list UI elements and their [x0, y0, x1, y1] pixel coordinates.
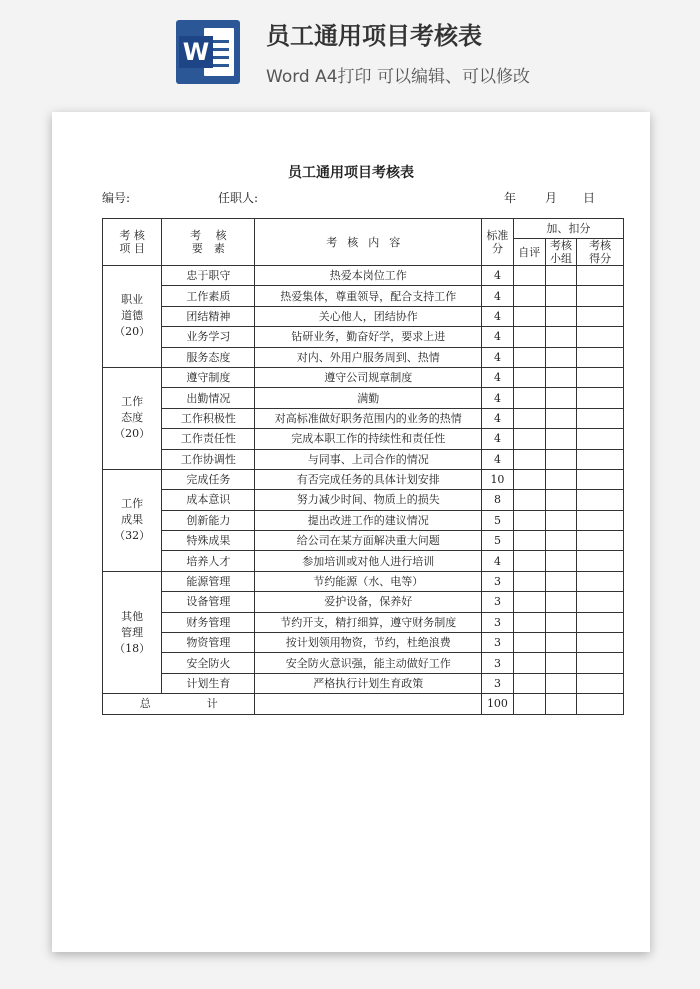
content-cell: 严格执行计划生育政策 [255, 673, 482, 693]
table-row [103, 673, 624, 693]
header-standard: 标准 分 [482, 219, 514, 266]
group-eval-cell[interactable] [545, 531, 577, 551]
standard-score-cell: 4 [482, 266, 514, 286]
final-score-cell[interactable] [577, 286, 624, 306]
content-cell: 节约能源（水、电等） [255, 571, 482, 591]
element-cell: 工作协调性 [162, 449, 255, 469]
table-row [103, 266, 624, 286]
standard-score-cell: 3 [482, 612, 514, 632]
final-score-cell[interactable] [577, 429, 624, 449]
group-eval-cell[interactable] [545, 612, 577, 632]
table-row [103, 327, 624, 347]
self-eval-cell[interactable] [513, 653, 545, 673]
self-eval-cell[interactable] [513, 388, 545, 408]
table-row [103, 408, 624, 428]
content-cell: 按计划领用物资，节约，杜绝浪费 [255, 633, 482, 653]
final-score-cell[interactable] [577, 633, 624, 653]
standard-score-cell: 5 [482, 531, 514, 551]
final-score-cell[interactable] [577, 592, 624, 612]
group-eval-cell[interactable] [545, 429, 577, 449]
element-cell: 团结精神 [162, 306, 255, 326]
total-group-cell[interactable] [545, 694, 577, 714]
standard-score-cell: 4 [482, 306, 514, 326]
element-cell: 计划生育 [162, 673, 255, 693]
final-score-cell[interactable] [577, 490, 624, 510]
assessment-table [102, 218, 624, 715]
table-row [103, 653, 624, 673]
final-score-cell[interactable] [577, 266, 624, 286]
element-cell: 完成任务 [162, 469, 255, 489]
final-score-cell[interactable] [577, 510, 624, 530]
content-cell: 钻研业务，勤奋好学，要求上进 [255, 327, 482, 347]
total-label-left: 总 [139, 697, 151, 711]
group-eval-cell[interactable] [545, 286, 577, 306]
table-row [103, 388, 624, 408]
standard-score-cell: 4 [482, 551, 514, 571]
table-row [103, 367, 624, 387]
standard-score-cell: 4 [482, 286, 514, 306]
table-row [103, 633, 624, 653]
group-eval-cell[interactable] [545, 449, 577, 469]
banner-title: 员工通用项目考核表 [266, 22, 482, 50]
self-eval-cell[interactable] [513, 266, 545, 286]
final-score-cell[interactable] [577, 571, 624, 591]
position-label: 任职人: [218, 191, 259, 205]
standard-score-cell: 3 [482, 633, 514, 653]
category-cell: 职业 道德 （20） [103, 266, 162, 368]
standard-score-cell: 4 [482, 429, 514, 449]
category-cell: 工作 成果 （32） [103, 469, 162, 571]
element-cell: 能源管理 [162, 571, 255, 591]
standard-score-cell: 3 [482, 592, 514, 612]
header-row [103, 219, 624, 239]
self-eval-cell[interactable] [513, 571, 545, 591]
group-eval-cell[interactable] [545, 469, 577, 489]
year-label: 年 [504, 191, 517, 205]
final-score-cell[interactable] [577, 347, 624, 367]
self-eval-cell[interactable] [513, 531, 545, 551]
content-cell: 完成本职工作的持续性和责任性 [255, 429, 482, 449]
self-eval-cell[interactable] [513, 306, 545, 326]
header-element: 考 核 要 素 [162, 219, 255, 266]
table-row [103, 429, 624, 449]
table-row [103, 612, 624, 632]
self-eval-cell[interactable] [513, 490, 545, 510]
content-cell: 参加培训或对他人进行培训 [255, 551, 482, 571]
element-cell: 工作素质 [162, 286, 255, 306]
element-cell: 财务管理 [162, 612, 255, 632]
self-eval-cell[interactable] [513, 347, 545, 367]
final-score-cell[interactable] [577, 531, 624, 551]
category-cell: 工作 态度 （20） [103, 367, 162, 469]
final-score-cell[interactable] [577, 551, 624, 571]
element-cell: 工作积极性 [162, 408, 255, 428]
total-label-cell [103, 694, 255, 714]
group-eval-cell[interactable] [545, 510, 577, 530]
table-row [103, 469, 624, 489]
group-eval-cell[interactable] [545, 653, 577, 673]
self-eval-cell[interactable] [513, 449, 545, 469]
final-score-cell[interactable] [577, 449, 624, 469]
standard-score-cell: 4 [482, 327, 514, 347]
header-score: 考核 得分 [577, 239, 624, 266]
element-cell: 服务态度 [162, 347, 255, 367]
document-page [52, 112, 650, 952]
element-cell: 业务学习 [162, 327, 255, 347]
element-cell: 成本意识 [162, 490, 255, 510]
self-eval-cell[interactable] [513, 612, 545, 632]
table-row [103, 551, 624, 571]
element-cell: 创新能力 [162, 510, 255, 530]
content-cell: 有否完成任务的具体计划安排 [255, 469, 482, 489]
table-row [103, 510, 624, 530]
word-letter: W [179, 36, 213, 68]
self-eval-cell[interactable] [513, 469, 545, 489]
standard-score-cell: 4 [482, 449, 514, 469]
table-row [103, 286, 624, 306]
header-self: 自评 [513, 239, 545, 266]
element-cell: 安全防火 [162, 653, 255, 673]
banner [0, 0, 700, 100]
element-cell: 遵守制度 [162, 367, 255, 387]
table-row [103, 531, 624, 551]
self-eval-cell[interactable] [513, 592, 545, 612]
self-eval-cell[interactable] [513, 429, 545, 449]
group-eval-cell[interactable] [545, 266, 577, 286]
standard-score-cell: 4 [482, 408, 514, 428]
content-cell: 节约开支，精打细算，遵守财务制度 [255, 612, 482, 632]
self-eval-cell[interactable] [513, 673, 545, 693]
self-eval-cell[interactable] [513, 510, 545, 530]
banner-subtitle: Word A4打印 可以编辑、可以修改 [266, 67, 530, 87]
content-cell: 提出改进工作的建议情况 [255, 510, 482, 530]
standard-score-cell: 3 [482, 673, 514, 693]
self-eval-cell[interactable] [513, 408, 545, 428]
content-cell: 遵守公司规章制度 [255, 367, 482, 387]
self-eval-cell[interactable] [513, 367, 545, 387]
element-cell: 培养人才 [162, 551, 255, 571]
standard-score-cell: 4 [482, 347, 514, 367]
total-self-cell[interactable] [513, 694, 545, 714]
group-eval-cell[interactable] [545, 367, 577, 387]
group-eval-cell[interactable] [545, 571, 577, 591]
table-row [103, 347, 624, 367]
content-cell: 与同事、上司合作的情况 [255, 449, 482, 469]
self-eval-cell[interactable] [513, 327, 545, 347]
standard-score-cell: 3 [482, 653, 514, 673]
element-cell: 设备管理 [162, 592, 255, 612]
total-content-cell [255, 694, 482, 714]
element-cell: 物资管理 [162, 633, 255, 653]
final-score-cell[interactable] [577, 327, 624, 347]
header-group: 考核 小组 [545, 239, 577, 266]
content-cell: 对内、外用户服务周到、热情 [255, 347, 482, 367]
group-eval-cell[interactable] [545, 306, 577, 326]
total-row [103, 694, 624, 714]
header-content: 考核内容 [255, 219, 482, 266]
group-eval-cell[interactable] [545, 592, 577, 612]
group-eval-cell[interactable] [545, 327, 577, 347]
total-score-cell: 100 [482, 694, 514, 714]
content-cell: 热爱本岗位工作 [255, 266, 482, 286]
final-score-cell[interactable] [577, 306, 624, 326]
content-cell: 满勤 [255, 388, 482, 408]
total-label-right: 计 [206, 697, 218, 711]
element-cell: 忠于职守 [162, 266, 255, 286]
group-eval-cell[interactable] [545, 347, 577, 367]
self-eval-cell[interactable] [513, 551, 545, 571]
table-row [103, 571, 624, 591]
header-adjust: 加、扣分 [513, 219, 623, 239]
final-score-cell[interactable] [577, 469, 624, 489]
final-score-cell[interactable] [577, 388, 624, 408]
content-cell: 爱护设备，保养好 [255, 592, 482, 612]
content-cell: 关心他人，团结协作 [255, 306, 482, 326]
category-cell: 其他 管理 （18） [103, 571, 162, 693]
final-score-cell[interactable] [577, 612, 624, 632]
element-cell: 工作责任性 [162, 429, 255, 449]
group-eval-cell[interactable] [545, 673, 577, 693]
word-document-icon [176, 20, 240, 84]
standard-score-cell: 8 [482, 490, 514, 510]
content-cell: 给公司在某方面解决重大问题 [255, 531, 482, 551]
element-cell: 特殊成果 [162, 531, 255, 551]
content-cell: 安全防火意识强，能主动做好工作 [255, 653, 482, 673]
standard-score-cell: 4 [482, 388, 514, 408]
final-score-cell[interactable] [577, 367, 624, 387]
document-title: 员工通用项目考核表 [288, 165, 414, 181]
content-cell: 努力减少时间、物质上的损失 [255, 490, 482, 510]
group-eval-cell[interactable] [545, 551, 577, 571]
standard-score-cell: 3 [482, 571, 514, 591]
content-cell: 对高标准做好职务范围内的业务的热情 [255, 408, 482, 428]
group-eval-cell[interactable] [545, 388, 577, 408]
group-eval-cell[interactable] [545, 633, 577, 653]
day-label: 日 [583, 191, 596, 205]
standard-score-cell: 4 [482, 367, 514, 387]
self-eval-cell[interactable] [513, 286, 545, 306]
group-eval-cell[interactable] [545, 490, 577, 510]
month-label: 月 [545, 191, 558, 205]
self-eval-cell[interactable] [513, 633, 545, 653]
number-label: 编号: [102, 191, 131, 205]
final-score-cell[interactable] [577, 408, 624, 428]
total-final-cell[interactable] [577, 694, 624, 714]
table-row [103, 490, 624, 510]
group-eval-cell[interactable] [545, 408, 577, 428]
final-score-cell[interactable] [577, 673, 624, 693]
content-cell: 热爱集体，尊重领导，配合支持工作 [255, 286, 482, 306]
table-row [103, 449, 624, 469]
element-cell: 出勤情况 [162, 388, 255, 408]
header-item: 考 核 项 目 [103, 219, 162, 266]
standard-score-cell: 10 [482, 469, 514, 489]
final-score-cell[interactable] [577, 653, 624, 673]
standard-score-cell: 5 [482, 510, 514, 530]
table-row [103, 592, 624, 612]
table-row [103, 306, 624, 326]
